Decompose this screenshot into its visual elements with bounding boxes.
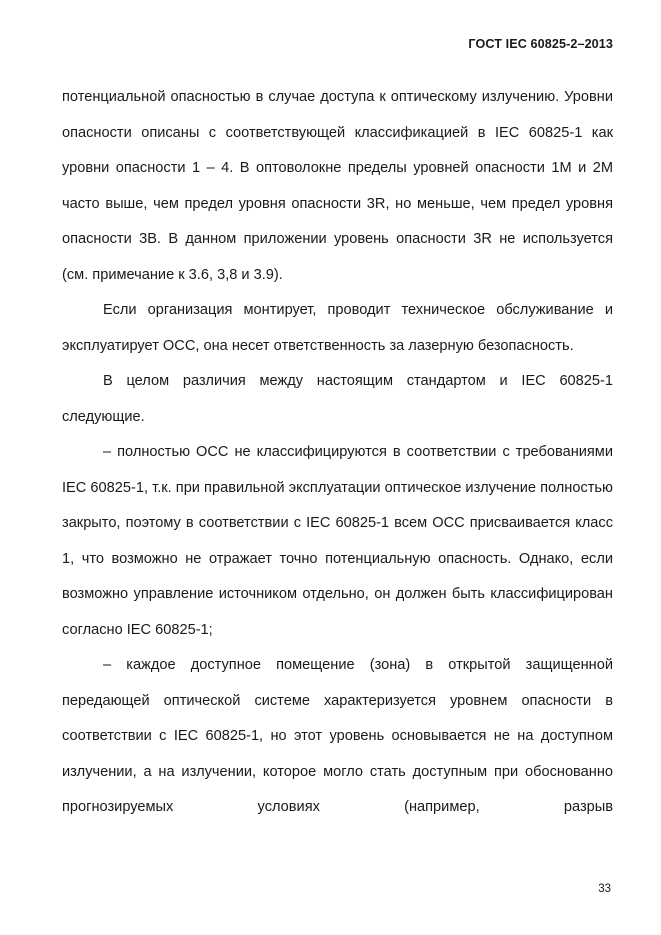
paragraph-differences-intro: В целом различия между настоящим стандартом и IEC 60825-1 следующие.	[62, 373, 613, 425]
body-text	[62, 80, 613, 826]
standard-code-header: ГОСТ IEC 60825-2–2013	[468, 37, 613, 51]
page-number: 33	[598, 883, 611, 895]
list-item-hazard-level: – каждое доступное помещение (зона) в открытой защищенной передающей оптической системе характеризуется уровнем опасности в соответствии с IEC 60825-1, но этот уровень основывается не на доступном излучении, а на излучении, которое могло стать доступным при обоснованно прогнозируемых условиях (например, разрыв	[62, 657, 613, 815]
paragraph-responsibility: Если организация монтирует, проводит техническое обслуживание и эксплуатирует ОСС, она несет ответственность за лазерную безопасность.	[62, 302, 613, 354]
paragraph-continuation: потенциальной опасностью в случае доступа к оптическому излучению. Уровни опасности описаны с соответствующей классификацией в IEC 60825-1 как уровни опасности 1 – 4. В оптоволокне пределы уровней опасности 1М и 2М часто выше, чем предел уровня опасности 3R, но меньше, чем предел уровня опасности 3В. В данном приложении уровень опасности 3R не используется (см. примечание к 3.6, 3,8 и 3.9).	[62, 89, 613, 283]
list-item-classification: – полностью ОСС не классифицируются в соответствии с требованиями IEC 60825-1, т.к. при правильной эксплуатации оптическое излучение полностью закрыто, поэтому в соответствии с IEC 60825-1 всем ОСС присваивается класс 1, что возможно не отражает точно потенциальную опасность. Однако, если возможно управление источником отдельно, он должен быть классифицирован согласно IEC 60825-1;	[62, 444, 613, 638]
